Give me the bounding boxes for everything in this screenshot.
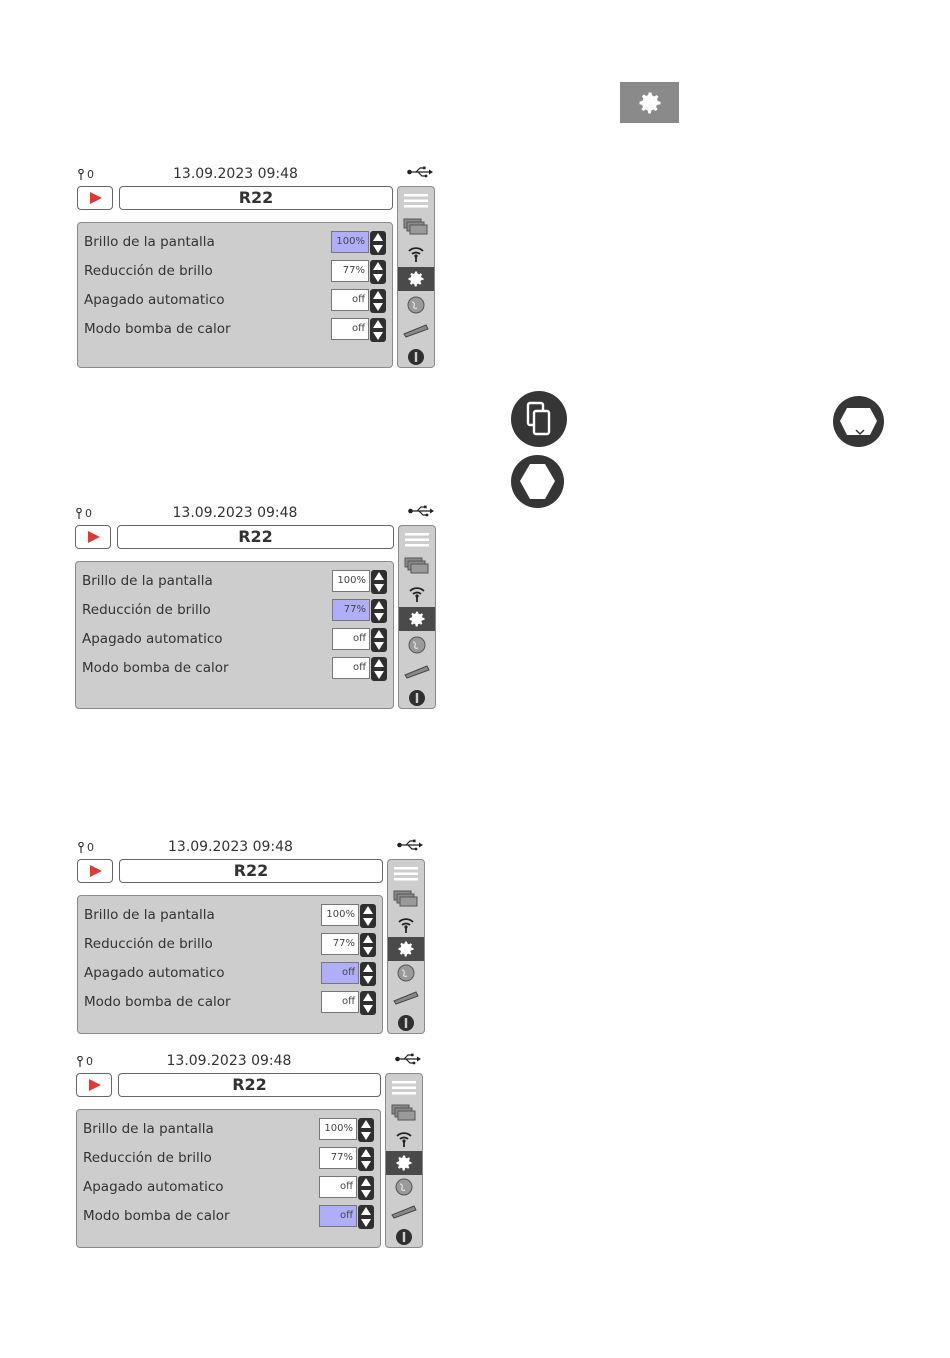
sidebar-item-ruler[interactable]	[386, 1200, 422, 1224]
setting-label: Modo bomba de calor	[84, 994, 231, 1010]
sidebar-item-menu[interactable]	[398, 189, 434, 213]
arrow-down-icon[interactable]	[363, 976, 373, 984]
up-down-stepper[interactable]	[358, 1147, 374, 1171]
sidebar-item-globe[interactable]	[386, 1175, 422, 1199]
arrow-down-icon[interactable]	[374, 613, 384, 621]
settings-screen-2	[75, 505, 436, 709]
sidebar-item-globe[interactable]	[398, 293, 434, 317]
settings-screen-4	[76, 1053, 423, 1248]
setting-label: Modo bomba de calor	[82, 660, 229, 676]
arrow-up-icon[interactable]	[374, 659, 384, 667]
arrow-down-icon[interactable]	[374, 671, 384, 679]
navigate-up-down-icon	[511, 455, 564, 508]
settings-body	[76, 1109, 381, 1248]
settings-row	[84, 318, 386, 342]
settings-row	[84, 231, 386, 255]
up-down-stepper[interactable]	[371, 628, 387, 652]
antenna-value: 0	[86, 1055, 93, 1068]
setting-value-box[interactable]: off	[331, 289, 369, 311]
setting-value-box[interactable]: 77%	[321, 933, 359, 955]
antenna-icon	[75, 507, 92, 520]
setting-label: Apagado automatico	[82, 631, 223, 647]
settings-gear-button[interactable]	[620, 82, 679, 123]
menu-icon	[392, 1081, 416, 1095]
arrow-down-icon[interactable]	[361, 1219, 371, 1227]
arrow-down-icon[interactable]	[373, 274, 383, 282]
sidebar-item-wireless[interactable]	[398, 241, 434, 265]
settings-row	[84, 933, 376, 957]
sidebar-item-ruler[interactable]	[398, 319, 434, 343]
setting-value-control[interactable]	[331, 289, 386, 313]
up-down-stepper[interactable]	[370, 231, 386, 255]
arrow-up-icon[interactable]	[374, 630, 384, 638]
setting-value-control[interactable]	[332, 599, 387, 623]
setting-value-box[interactable]: off	[321, 962, 359, 984]
sidebar-item-screens[interactable]	[386, 1101, 422, 1125]
play-button[interactable]	[76, 1073, 112, 1097]
arrow-down-icon[interactable]	[363, 918, 373, 926]
up-down-stepper[interactable]	[371, 599, 387, 623]
status-bar	[77, 839, 425, 857]
sidebar-item-info[interactable]	[398, 345, 434, 369]
title-field: R22	[118, 1073, 381, 1097]
settings-row	[84, 991, 376, 1015]
sidebar-item-gear[interactable]	[398, 267, 434, 291]
globe-icon	[408, 636, 426, 654]
setting-value-box[interactable]: off	[319, 1205, 357, 1227]
antenna-value: 0	[85, 507, 92, 520]
setting-value-box[interactable]: off	[332, 657, 370, 679]
setting-value-box[interactable]: 77%	[331, 260, 369, 282]
sidebar-item-wireless[interactable]	[399, 581, 435, 605]
up-down-stepper[interactable]	[360, 962, 376, 986]
antenna-value: 0	[87, 168, 94, 181]
sidebar-item-globe[interactable]	[388, 961, 424, 985]
arrow-down-icon[interactable]	[374, 642, 384, 650]
settings-row	[84, 289, 386, 313]
copy-screens-icon	[511, 391, 567, 447]
settings-row	[84, 904, 376, 928]
sidebar-item-menu[interactable]	[388, 862, 424, 886]
setting-value-box[interactable]: off	[332, 628, 370, 650]
sidebar-item-wireless[interactable]	[386, 1126, 422, 1150]
navigate-left-right-icon	[833, 396, 884, 447]
globe-icon	[407, 296, 425, 314]
setting-label: Apagado automatico	[83, 1179, 224, 1195]
sidebar-item-screens[interactable]	[399, 554, 435, 578]
setting-value-box[interactable]: off	[319, 1176, 357, 1198]
info-icon	[407, 348, 425, 366]
setting-label: Reducción de brillo	[82, 602, 211, 618]
wireless-icon	[394, 1128, 414, 1148]
date-time: 13.09.2023 09:48	[173, 166, 298, 182]
usb-icon	[397, 839, 423, 855]
setting-value-control[interactable]	[321, 933, 376, 957]
setting-value-control[interactable]	[319, 1176, 374, 1200]
settings-row	[82, 628, 387, 652]
setting-label: Reducción de brillo	[83, 1150, 212, 1166]
screens-icon	[404, 557, 430, 575]
arrow-down-icon[interactable]	[374, 584, 384, 592]
setting-value-box[interactable]: 100%	[331, 231, 369, 253]
sidebar-item-screens[interactable]	[398, 215, 434, 239]
play-button[interactable]	[77, 186, 113, 210]
up-down-stepper[interactable]	[370, 260, 386, 284]
title-field: R22	[119, 186, 393, 210]
setting-label: Modo bomba de calor	[84, 321, 231, 337]
settings-body	[77, 222, 393, 368]
arrow-down-icon[interactable]	[363, 947, 373, 955]
arrow-up-icon[interactable]	[361, 1178, 371, 1186]
setting-value-control[interactable]	[319, 1147, 374, 1171]
sidebar-item-info[interactable]	[386, 1225, 422, 1249]
arrow-up-icon[interactable]	[373, 320, 383, 328]
menu-icon	[404, 194, 428, 208]
wireless-icon	[407, 583, 427, 603]
date-time: 13.09.2023 09:48	[168, 839, 293, 855]
setting-value-box[interactable]: 100%	[319, 1118, 357, 1140]
info-icon	[395, 1228, 413, 1246]
arrow-down-icon[interactable]	[373, 332, 383, 340]
play-icon	[89, 1079, 101, 1091]
sidebar	[397, 186, 435, 368]
setting-value-control[interactable]	[331, 231, 386, 255]
wireless-icon	[406, 243, 426, 263]
globe-icon	[397, 964, 415, 982]
setting-label: Brillo de la pantalla	[84, 907, 215, 923]
settings-row	[82, 570, 387, 594]
setting-value-box[interactable]: 77%	[332, 599, 370, 621]
play-icon	[90, 865, 102, 877]
settings-row	[83, 1176, 374, 1200]
sidebar	[398, 525, 436, 709]
setting-value-control[interactable]	[321, 991, 376, 1015]
setting-label: Modo bomba de calor	[83, 1208, 230, 1224]
setting-value-control[interactable]	[332, 570, 387, 594]
play-button[interactable]	[77, 859, 113, 883]
date-time: 13.09.2023 09:48	[172, 505, 298, 521]
setting-label: Brillo de la pantalla	[84, 234, 215, 250]
arrow-down-icon[interactable]	[373, 303, 383, 311]
setting-value-control[interactable]	[321, 904, 376, 928]
setting-value-control[interactable]	[319, 1205, 374, 1229]
gear-icon	[394, 1153, 414, 1173]
date-time: 13.09.2023 09:48	[166, 1053, 292, 1069]
settings-row	[83, 1118, 374, 1142]
status-bar	[75, 505, 436, 523]
setting-value-box[interactable]: 100%	[321, 904, 359, 926]
settings-screen-3	[77, 839, 425, 1034]
sidebar-item-gear[interactable]	[386, 1151, 422, 1175]
setting-label: Reducción de brillo	[84, 936, 213, 952]
up-down-stepper[interactable]	[370, 318, 386, 342]
menu-icon	[405, 533, 429, 547]
sidebar-item-gear[interactable]	[388, 937, 424, 961]
sidebar-item-menu[interactable]	[399, 528, 435, 552]
sidebar	[387, 859, 425, 1034]
setting-value-box[interactable]: off	[331, 318, 369, 340]
arrow-down-icon[interactable]	[373, 245, 383, 253]
settings-body	[75, 561, 394, 709]
sidebar-item-ruler[interactable]	[399, 660, 435, 684]
status-bar	[76, 1053, 423, 1071]
arrow-up-icon[interactable]	[361, 1207, 371, 1215]
settings-row	[83, 1147, 374, 1171]
setting-label: Reducción de brillo	[84, 263, 213, 279]
status-bar	[77, 166, 435, 184]
arrow-up-icon[interactable]	[373, 291, 383, 299]
setting-value-control[interactable]	[319, 1118, 374, 1142]
up-down-stepper[interactable]	[371, 657, 387, 681]
setting-label: Brillo de la pantalla	[82, 573, 213, 589]
info-icon	[397, 1014, 415, 1032]
settings-row	[82, 599, 387, 623]
usb-icon	[407, 166, 433, 182]
setting-value-control[interactable]	[321, 962, 376, 986]
setting-value-control[interactable]	[332, 628, 387, 652]
arrow-up-icon[interactable]	[361, 1149, 371, 1157]
setting-value-control[interactable]	[331, 260, 386, 284]
arrow-down-icon[interactable]	[361, 1132, 371, 1140]
up-down-stepper[interactable]	[360, 904, 376, 928]
settings-row	[82, 657, 387, 681]
up-down-stepper[interactable]	[371, 570, 387, 594]
setting-label: Apagado automatico	[84, 965, 225, 981]
arrow-up-icon[interactable]	[373, 233, 383, 241]
antenna-icon	[76, 1055, 93, 1068]
gear-icon	[636, 89, 664, 117]
menu-icon	[394, 867, 418, 881]
arrow-up-icon[interactable]	[374, 601, 384, 609]
sidebar-item-screens[interactable]	[388, 887, 424, 911]
title-field: R22	[119, 859, 383, 883]
sidebar-item-info[interactable]	[388, 1011, 424, 1035]
settings-screen-1	[77, 166, 435, 368]
up-down-stepper[interactable]	[358, 1205, 374, 1229]
arrow-up-icon[interactable]	[363, 935, 373, 943]
setting-label: Brillo de la pantalla	[83, 1121, 214, 1137]
ruler-icon	[403, 324, 429, 338]
settings-row	[84, 962, 376, 986]
settings-row	[84, 260, 386, 284]
usb-icon	[395, 1053, 421, 1069]
screens-icon	[403, 218, 429, 236]
settings-row	[83, 1205, 374, 1229]
up-down-stepper[interactable]	[358, 1118, 374, 1142]
setting-value-box[interactable]: off	[321, 991, 359, 1013]
sidebar-item-globe[interactable]	[399, 633, 435, 657]
arrow-down-icon[interactable]	[363, 1005, 373, 1013]
wireless-icon	[396, 914, 416, 934]
up-down-stepper[interactable]	[360, 933, 376, 957]
gear-icon	[406, 269, 426, 289]
up-down-stepper[interactable]	[370, 289, 386, 313]
antenna-icon	[77, 168, 94, 181]
arrow-down-icon[interactable]	[361, 1161, 371, 1169]
gear-icon	[407, 609, 427, 629]
arrow-up-icon[interactable]	[374, 572, 384, 580]
up-down-stepper[interactable]	[358, 1176, 374, 1200]
screens-icon	[393, 890, 419, 908]
play-icon	[90, 192, 102, 204]
arrow-up-icon[interactable]	[363, 993, 373, 1001]
gear-icon	[396, 939, 416, 959]
ruler-icon	[404, 665, 430, 679]
setting-value-box[interactable]: 77%	[319, 1147, 357, 1169]
settings-body	[77, 895, 383, 1034]
setting-label: Apagado automatico	[84, 292, 225, 308]
info-icon	[408, 689, 426, 707]
ruler-icon	[391, 1205, 417, 1219]
screens-icon	[391, 1104, 417, 1122]
antenna-icon	[77, 841, 94, 854]
arrow-up-icon[interactable]	[373, 262, 383, 270]
setting-value-control[interactable]	[332, 657, 387, 681]
antenna-value: 0	[87, 841, 94, 854]
usb-icon	[408, 505, 434, 521]
sidebar	[385, 1073, 423, 1248]
play-button[interactable]	[75, 525, 111, 549]
arrow-up-icon[interactable]	[363, 964, 373, 972]
sidebar-item-gear[interactable]	[399, 607, 435, 631]
setting-value-box[interactable]: 100%	[332, 570, 370, 592]
up-down-stepper[interactable]	[360, 991, 376, 1015]
sidebar-item-ruler[interactable]	[388, 986, 424, 1010]
globe-icon	[395, 1178, 413, 1196]
arrow-up-icon[interactable]	[361, 1120, 371, 1128]
sidebar-item-wireless[interactable]	[388, 912, 424, 936]
sidebar-item-menu[interactable]	[386, 1076, 422, 1100]
arrow-up-icon[interactable]	[363, 906, 373, 914]
sidebar-item-info[interactable]	[399, 686, 435, 710]
arrow-down-icon[interactable]	[361, 1190, 371, 1198]
ruler-icon	[393, 991, 419, 1005]
setting-value-control[interactable]	[331, 318, 386, 342]
title-field: R22	[117, 525, 394, 549]
play-icon	[88, 531, 100, 543]
